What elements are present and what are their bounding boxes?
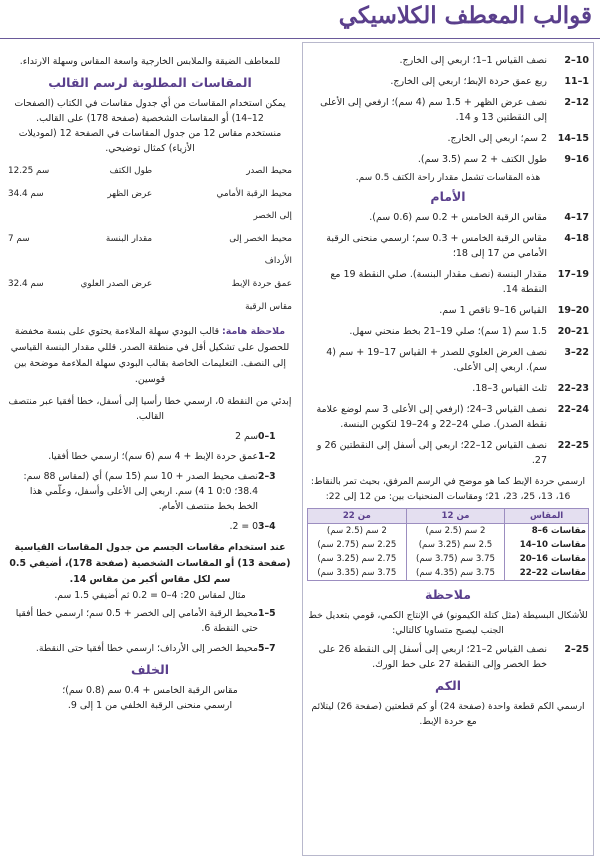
row-code: 5–7 <box>258 643 276 654</box>
instruction-row <box>307 303 589 318</box>
table-cell: مقاسات 6–8 <box>505 524 589 539</box>
instruction-row <box>307 131 589 146</box>
instruction-row <box>8 429 292 444</box>
row-text: 0 = 2. <box>229 521 258 532</box>
important-note <box>8 324 292 388</box>
row-text: القياس 16–9 ناقص 1 سم. <box>439 305 547 316</box>
row-code: 2–3 <box>258 471 276 482</box>
grid-cell: محيط الرقبة الأمامي إلى الخصر <box>216 189 292 221</box>
row-text: نصف محيط الصدر + 10 سم (15 سم) أي (لمقاس 88 سم: 38.4؛ 0:0 1 4) سم. اربعي إلى الأعلى وأسفل، وعلّمي هذا الخط بخط منتصف الأمام. <box>23 471 258 512</box>
measurements-grid <box>8 160 292 318</box>
row-code: 22–25 <box>557 440 589 451</box>
grid-cell: 12.25 سم <box>8 166 50 176</box>
row-text: ربع عمق حردة الإبط؛ اربعي إلى الخارج. <box>390 76 547 87</box>
grid-cell: 34.4 سم <box>8 189 44 199</box>
row-code: 11–1 <box>564 76 589 87</box>
grid-cell <box>70 296 152 318</box>
table-cell: مقاسات 10–14 <box>505 538 589 552</box>
right-rows <box>307 53 589 733</box>
important-text: قالب البودي سهلة الملاءمة يحتوي على بنسة مخفضة للحصول على تشكيل أقل في منطقة الصدر. قللي مقدار البنسة القياسي إلى النصف. التعليمات الخاصة بقالب البودي سهلة الملاءمة موضحة بين قوسين. <box>10 326 290 385</box>
bold-note: عند استخدام مقاسات الجسم من جدول المقاسات القياسية (صفحة 13) أو المقاسات الشخصية (صفحة 178)، أضيفي 0.5 سم لكل مقاس أكبر من مقاس 14. <box>9 542 291 585</box>
grid-cell <box>8 296 66 318</box>
intro-2: يمكن استخدام المقاسات من أي جدول مقاسات في الكتاب (الصفحات 12–14) أو المقاسات الشخصية (صفحة 178) على القالب. <box>14 98 286 124</box>
instruction-row <box>307 324 589 339</box>
row-text: نصف عرض الظهر + 1.5 سم (4 سم)؛ ارفعي إلى الأعلى إلى النقطتين 13 و 14. <box>320 97 547 123</box>
row-text: ثلث القياس 3–18. <box>472 383 547 394</box>
table-cell: 2 سم (2.5 سم) <box>406 524 505 539</box>
row-text: مقاس الرقبة الخامس + 0.2 سم (0.6 سم). <box>369 212 547 223</box>
remark-text: للأشكال البسيطة (مثل كتلة الكيمونو) في الإنتاج الكمي، قومي بتعديل خط الجنب ليصبح متساويا كالتالي: <box>308 610 588 636</box>
table-cell: مقاسات 22–22 <box>505 566 589 581</box>
grid-cell <box>156 183 197 227</box>
instruction-row <box>307 95 589 125</box>
table-row <box>308 552 589 566</box>
row-text: مقاس الرقبة الخامس + 0.3 سم؛ ارسمي منحنى الرقبة الأمامي من 17 إلى 18؛ <box>326 233 547 259</box>
instruction-row <box>307 210 589 225</box>
title-bar <box>0 0 600 39</box>
table-header: من 22 <box>308 509 407 524</box>
grid-cell: عمق حردة الإبط <box>231 279 292 289</box>
row-text: 2 سم؛ اربعي إلى الخارج. <box>447 133 547 144</box>
grid-cell <box>156 273 197 295</box>
row-text: عمق حردة الإبط + 4 سم (6 سم)؛ ارسمي خطا أفقيا. <box>48 451 258 462</box>
front-heading: الأمام <box>430 189 466 204</box>
instruction-row <box>8 449 292 464</box>
page-title: قوالب المعطف الكلاسيكي <box>338 2 592 29</box>
row-code: 3–4 <box>258 521 276 532</box>
row-code: 14–15 <box>557 133 589 144</box>
grid-cell: 7 سم <box>8 234 30 244</box>
row-code: 19–20 <box>557 305 589 316</box>
row-code: 17–19 <box>557 269 589 280</box>
row-text: سم 2 <box>235 431 258 442</box>
grid-cell: 32.4 سم <box>8 279 44 289</box>
row-code: 2–10 <box>564 55 589 66</box>
row-code: 22–23 <box>557 383 589 394</box>
row-text: محيط الخصر إلى الأرداف؛ ارسمي خطا أفقيا حتى النقطة. <box>35 643 258 654</box>
example-text: مثال لمقاس 20: 4–0 = 0.2 ثم أضيفي 1.5 سم. <box>54 590 246 601</box>
row-text: محيط الرقبة الأمامي إلى الخصر + 0.5 سم؛ ارسمي خطا أفقيا حتى النقطة 6. <box>15 608 258 634</box>
grid-cell <box>156 296 197 318</box>
important-label: ملاحظة هامة: <box>222 326 286 337</box>
back-line: ارسمي منحنى الرقبة الخلفي من 1 إلى 9. <box>67 700 233 711</box>
row-text: نصف القياس 2–21؛ اربعي إلى أسفل إلى النقطة 26 على خط الخصر وإلى النقطة 27 على خط الورك. <box>318 644 547 670</box>
row-text: مقدار البنسة (نصف مقدار البنسة). صلي النقطة 19 مع النقطة 14. <box>330 269 547 295</box>
grid-cell: محيط الخصر إلى الأرداف <box>229 234 292 266</box>
grid-cell: محيط الصدر <box>246 166 292 176</box>
instruction-row <box>307 152 589 167</box>
instruction-row <box>307 381 589 396</box>
table-row <box>308 524 589 539</box>
table-cell: 2.25 سم (2.75 سم) <box>308 538 407 552</box>
instruction-row <box>8 469 292 514</box>
instruction-row <box>307 438 589 468</box>
instruction-row <box>8 519 292 534</box>
grid-cell: مقدار البنسة <box>105 234 153 244</box>
sleeve-heading: الكم <box>434 678 462 693</box>
instruction-row <box>8 641 292 656</box>
table-cell: مقاسات 16–20 <box>505 552 589 566</box>
instruction-row <box>307 231 589 261</box>
sleeve-text: ارسمي الكم قطعة واحدة (صفحة 24) أو كم قطعتين (صفحة 26) ليتلائم مع حردة الإبط. <box>311 701 585 727</box>
row-code: 1–5 <box>258 608 276 619</box>
row-text: نصف القياس 12–22؛ اربعي إلى أسفل إلى النقطتين 26 و 27. <box>316 440 547 466</box>
intro-3: منستخدم مقاس 12 من جدول المقاسات في الصفحة 12 (لموديلات الأزياء) كمثال توضيحي. <box>18 128 282 154</box>
left-column <box>8 54 292 713</box>
grid-cell: عرض الظهر <box>107 189 153 199</box>
row-code: 4–17 <box>564 212 589 223</box>
instruction-row <box>307 402 589 432</box>
armhole-para: ارسمي حردة الإبط كما هو موضح في الرسم المرفق، بحيث تمر بالنقاط: 16، 13، 25، 23، 21؛ ومقاسات المنحنيات بين: من 12 إلى 22: <box>310 476 586 502</box>
grid-cell <box>156 160 197 182</box>
grid-cell <box>156 228 197 272</box>
row-text: نصف القياس 1–1؛ اربعي إلى الخارج. <box>399 55 547 66</box>
grid-cell: طول الكتف <box>109 166 153 176</box>
row-code: 22–24 <box>557 404 589 415</box>
row-code: 4–18 <box>564 233 589 244</box>
intro-text: للمعاطف الضيقة والملابس الخارجية واسعة المقاس وسهلة الارتداء. <box>19 56 281 67</box>
row-code: 3–22 <box>564 347 589 358</box>
row-code: 2–25 <box>564 644 589 655</box>
table-cell: 3.75 سم (3.75 سم) <box>406 552 505 566</box>
table-header: المقاس <box>505 509 589 524</box>
table-cell: 3.75 سم (3.35 سم) <box>308 566 407 581</box>
curve-table <box>307 508 589 581</box>
row-code: 1–2 <box>258 451 276 462</box>
row-text: نصف القياس 3–24؛ (ارفعي إلى الأعلى 3 سم لوضع علامة نقطة الصدر). صلي 24–22 و 24–19 لتكوين البنسة. <box>316 404 547 430</box>
table-cell: 2 سم (2.5 سم) <box>308 524 407 539</box>
instruction-row <box>307 53 589 68</box>
measurements-heading: المقاسات المطلوبة لرسم القالب <box>48 75 252 90</box>
table-cell: 2.5 سم (3.25 سم) <box>406 538 505 552</box>
instruction-row <box>307 267 589 297</box>
table-cell: 2.75 سم (3.25 سم) <box>308 552 407 566</box>
back-heading: الخلف <box>131 662 169 677</box>
row-code: 2–12 <box>564 97 589 108</box>
row-code: 0–1 <box>258 431 276 442</box>
instruction-row <box>307 74 589 89</box>
row-25 <box>307 642 589 672</box>
table-row <box>308 566 589 581</box>
shoulder-note: هذه المقاسات تشمل مقدار راحة الكتف 0.5 سم. <box>355 173 541 183</box>
instruction-row <box>307 345 589 375</box>
grid-cell: عرض الصدر العلوي <box>80 279 153 289</box>
row-text: نصف العرض العلوي للصدر + القياس 17–19 + سم (4 سم). اربعي إلى الأعلى. <box>326 347 547 373</box>
table-header: من 12 <box>406 509 505 524</box>
table-cell: 3.75 سم (4.35 سم) <box>406 566 505 581</box>
row-code: 20–21 <box>557 326 589 337</box>
instruction-row <box>8 606 292 636</box>
right-column <box>302 42 594 856</box>
remark-heading: ملاحظة <box>425 587 471 602</box>
back-line: مقاس الرقبة الخامس + 0.4 سم (0.8 سم)؛ <box>62 685 238 696</box>
table-row <box>308 538 589 552</box>
row-code: 9–16 <box>564 154 589 165</box>
start-instruction: إبدئي من النقطة 0، ارسمي خطا رأسيا إلى أسفل، خطا أفقيا عبر منتصف القالب. <box>8 396 292 422</box>
grid-cell: مقاس الرقبة <box>245 302 292 312</box>
row-text: 1.5 سم (1 سم)؛ صلي 19–21 بخط منحني سهل. <box>349 326 547 337</box>
row-text: طول الكتف + 2 سم (3.5 سم). <box>417 154 547 165</box>
